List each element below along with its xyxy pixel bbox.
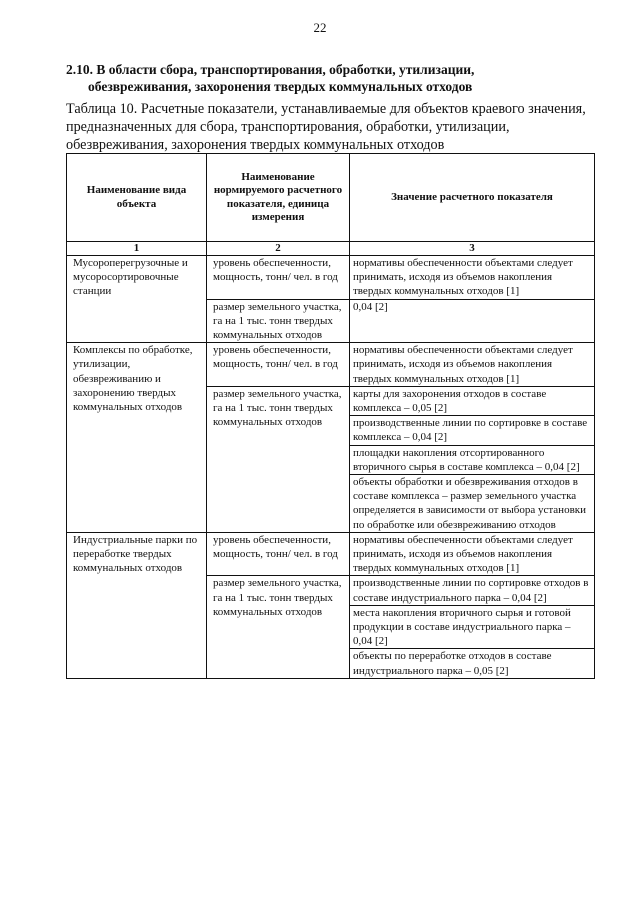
indicator-name-cell: размер земельного участка, га на 1 тыс. тонн твердых коммунальных отходов — [207, 386, 350, 532]
indicator-name-cell: размер земельного участка, га на 1 тыс. тонн твердых коммунальных отходов — [207, 576, 350, 678]
indicator-name-cell: размер земельного участка, га на 1 тыс. тонн твердых коммунальных отходов — [207, 299, 350, 343]
indicators-table — [66, 153, 595, 679]
indicator-name-cell: уровень обеспеченности, мощность, тонн/ чел. в год — [207, 343, 350, 387]
section-heading-line-1: 2.10. В области сбора, транспортирования, обработки, утилизации, — [66, 62, 475, 77]
header-object-type: Наименование вида объекта — [67, 154, 207, 242]
page-number: 22 — [313, 20, 327, 35]
object-type-cell: Мусороперегрузочные и мусоросортировочные станции — [67, 256, 207, 343]
indicator-value-cell: нормативы обеспеченности объектами следует принимать, исходя из объемов накопления твердых коммунальных отходов [1] — [350, 256, 595, 300]
header-indicator-name: Наименование нормируемого расчетного показателя, единица измерения — [207, 154, 350, 242]
indicator-name-cell: уровень обеспеченности, мощность, тонн/ чел. в год — [207, 532, 350, 576]
indicator-value-cell: нормативы обеспеченности объектами следует принимать, исходя из объемов накопления твердых коммунальных отходов [1] — [350, 343, 595, 387]
table-body — [67, 256, 595, 679]
table-header-row — [67, 154, 595, 242]
section-heading — [66, 61, 594, 95]
indicator-value-cell: объекты обработки и обезвреживания отходов в составе комплекса – размер земельного участка определяется в зависимости от выбора установки по обработке или обезвреживанию отходов — [350, 475, 595, 533]
table-row — [67, 532, 595, 576]
object-type-cell: Комплексы по обработке, утилизации, обезвреживанию и захоронению твердых коммунальных отходов — [67, 343, 207, 533]
indicator-value-cell: производственные линии по сортировке в составе комплекса – 0,04 [2] — [350, 416, 595, 445]
indicator-value-cell: места накопления вторичного сырья и готовой продукции в составе индустриального парка – 0,04 [2] — [350, 605, 595, 649]
indicator-value-cell: нормативы обеспеченности объектами следует принимать, исходя из объемов накопления твердых коммунальных отходов [1] — [350, 532, 595, 576]
column-number: 3 — [350, 242, 595, 256]
column-number-row — [67, 242, 595, 256]
indicator-value-cell: 0,04 [2] — [350, 299, 595, 343]
table-row — [67, 343, 595, 387]
column-number: 2 — [207, 242, 350, 256]
indicator-value-cell: производственные линии по сортировке отходов в составе индустриального парка – 0,04 [2] — [350, 576, 595, 605]
header-indicator-value: Значение расчетного показателя — [350, 154, 595, 242]
indicator-name-cell: уровень обеспеченности, мощность, тонн/ чел. в год — [207, 256, 350, 300]
section-heading-line-2: обезвреживания, захоронения твердых коммунальных отходов — [88, 79, 473, 94]
table-caption: Таблица 10. Расчетные показатели, устанавливаемые для объектов краевого значения, предназначенных для сбора, транспортирования, обработки, утилизации, обезвреживания, захоронения твердых коммунальных отходов — [66, 101, 586, 153]
indicator-value-cell: площадки накопления отсортированного вторичного сырья в составе комплекса – 0,04 [2] — [350, 445, 595, 474]
indicator-value-cell: карты для захоронения отходов в составе комплекса – 0,05 [2] — [350, 386, 595, 415]
column-number: 1 — [67, 242, 207, 256]
indicator-value-cell: объекты по переработке отходов в составе индустриального парка – 0,05 [2] — [350, 649, 595, 678]
table-row — [67, 256, 595, 300]
object-type-cell: Индустриальные парки по переработке твердых коммунальных отходов — [67, 532, 207, 678]
